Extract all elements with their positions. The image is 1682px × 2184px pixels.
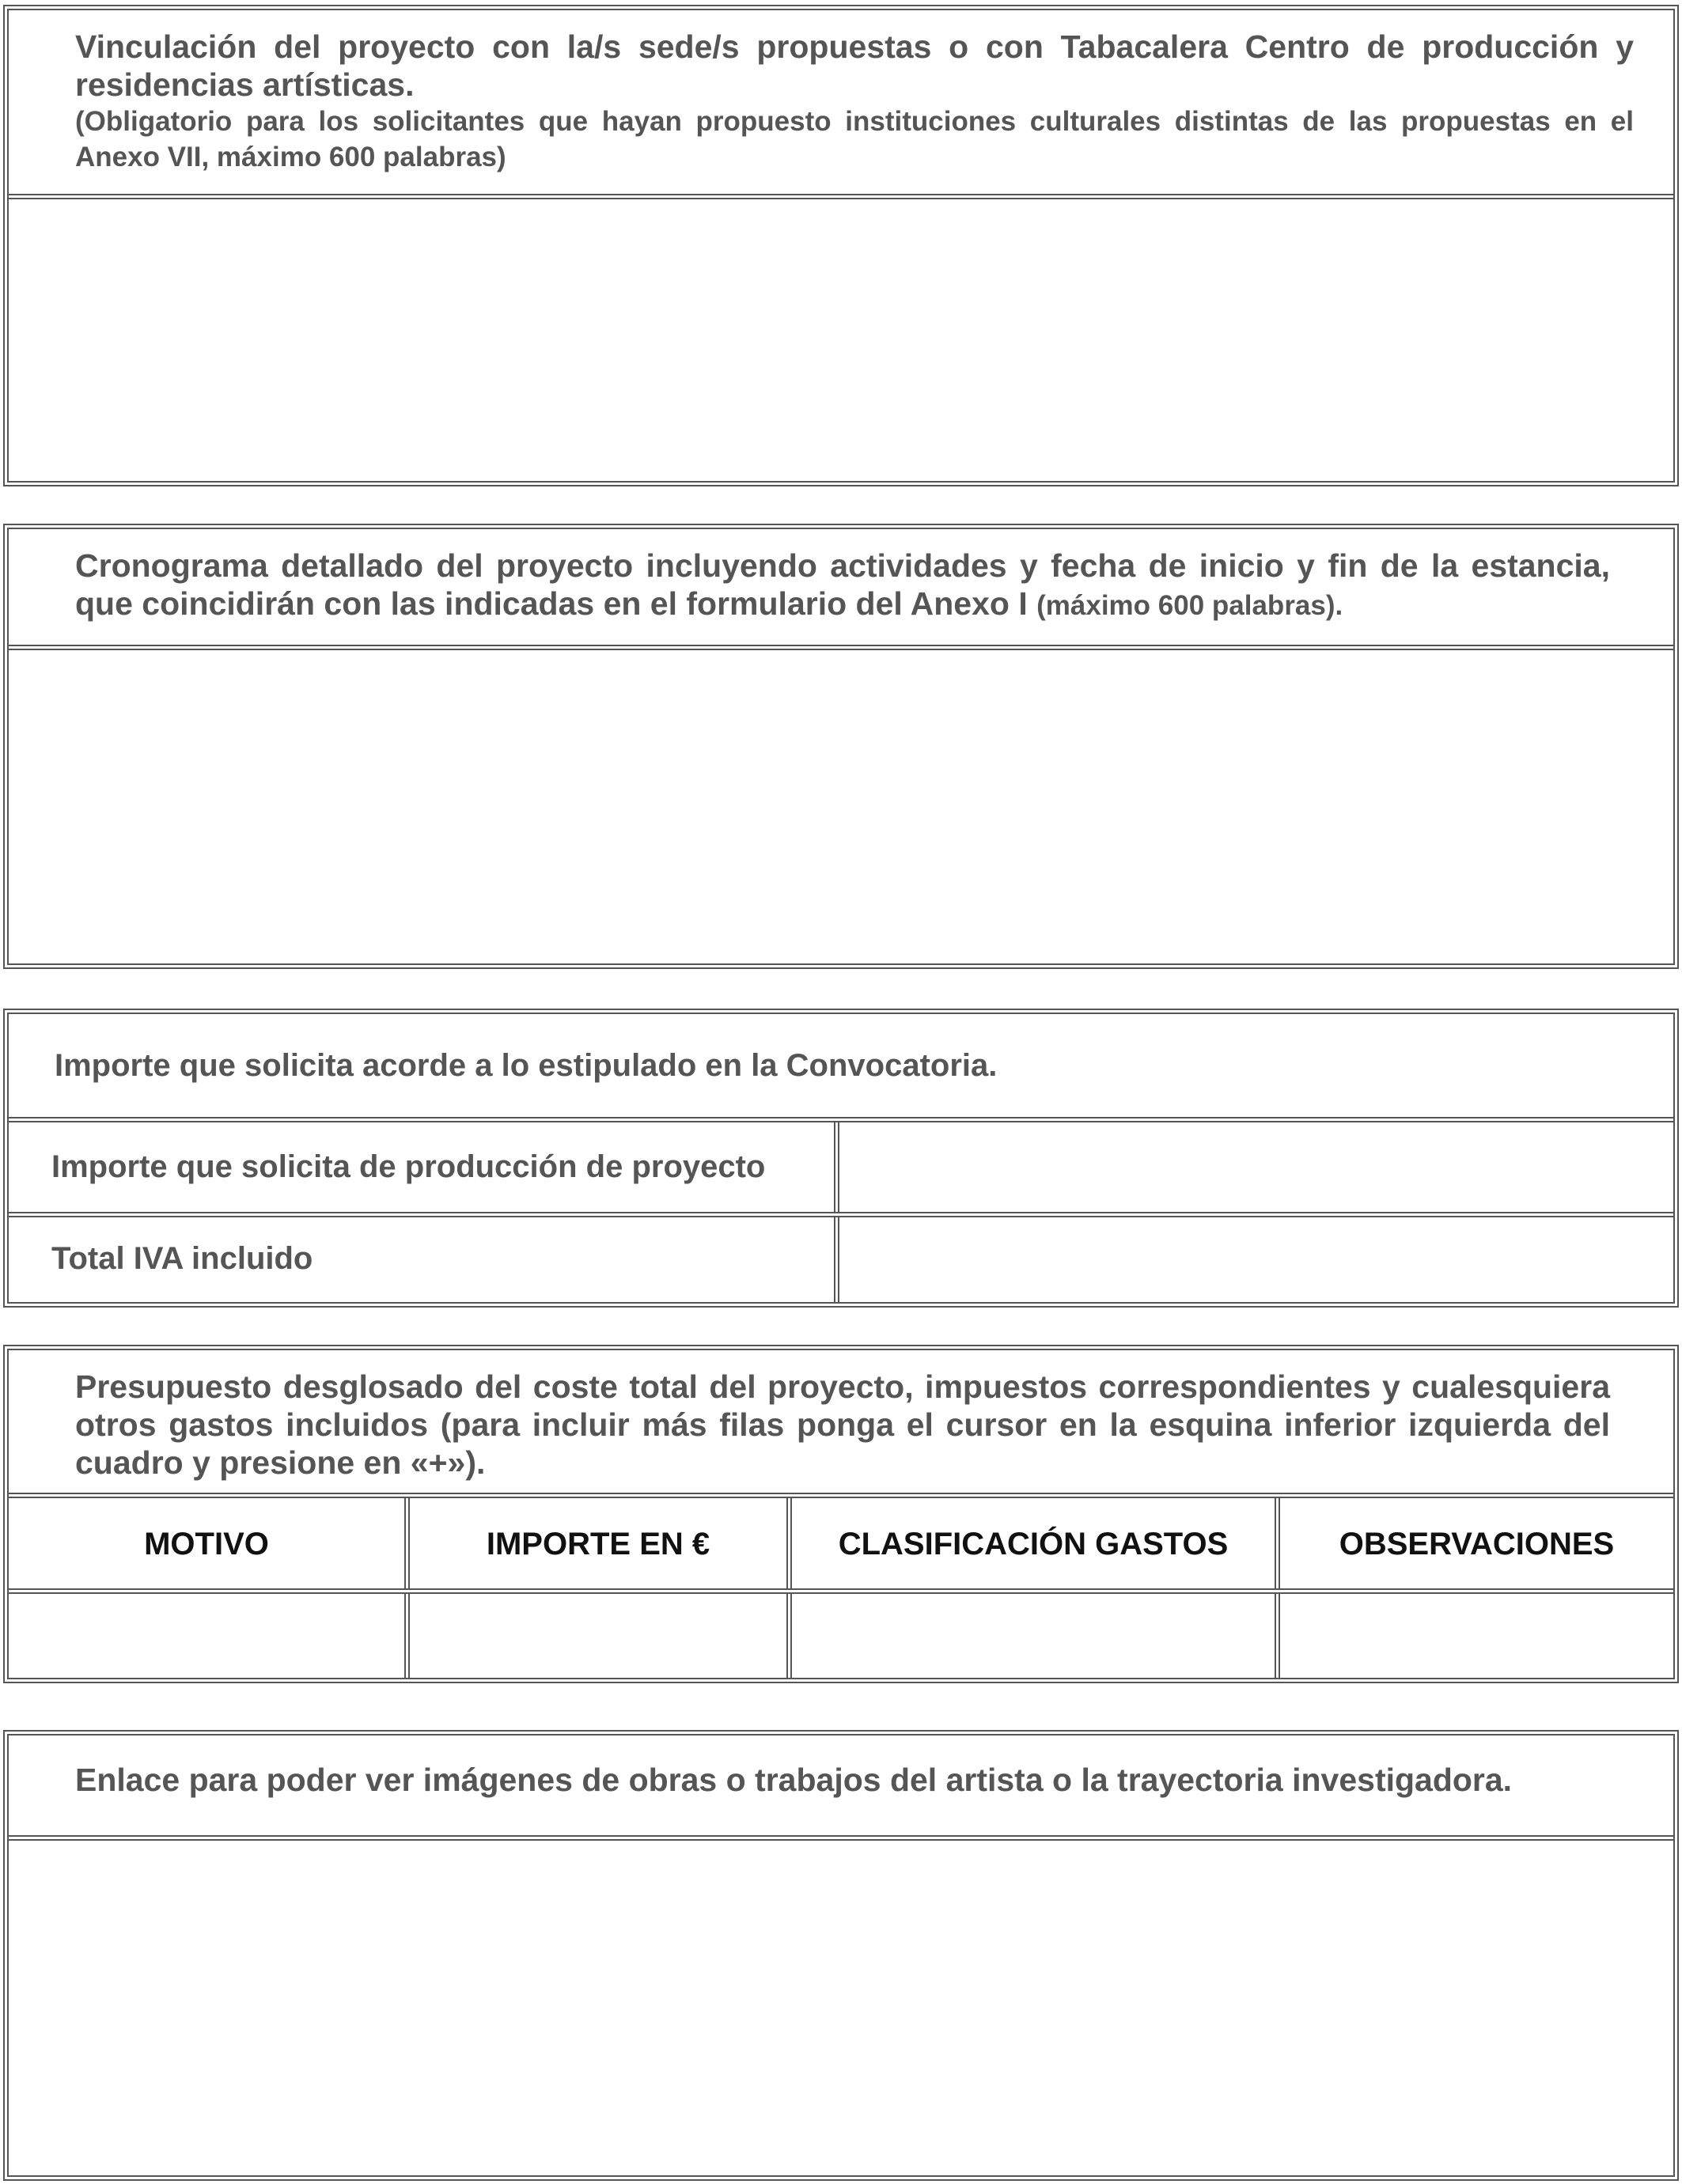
importe-section xyxy=(3,1009,1679,1308)
importe-produccion-label-cell xyxy=(9,1122,834,1212)
importe-header xyxy=(9,1014,1673,1117)
column-header-motivo-label: MOTIVO xyxy=(144,1527,269,1561)
vinculacion-section xyxy=(3,5,1679,486)
observaciones-input[interactable] xyxy=(1275,1594,1673,1678)
importe-row-produccion xyxy=(9,1117,1673,1212)
vinculacion-header xyxy=(9,10,1673,194)
column-header-importe xyxy=(404,1498,786,1588)
vinculacion-note: (Obligatorio para los solicitantes que hayan propuesto instituciones culturales distintas de las propuestas en el Anexo VII, máximo 600 palabras) xyxy=(75,106,1634,172)
vinculacion-text-field[interactable] xyxy=(9,194,1673,481)
cronograma-note: (máximo 600 palabras). xyxy=(1036,590,1343,621)
enlace-title: Enlace para poder ver imágenes de obras o trabajos del artista o la trayectoria investigadora. xyxy=(75,1762,1513,1798)
cronograma-header xyxy=(9,529,1673,645)
importe-row-total-iva xyxy=(9,1212,1673,1302)
cronograma-section xyxy=(3,524,1679,969)
presupuesto-data-row xyxy=(9,1588,1673,1678)
column-header-motivo xyxy=(9,1498,404,1588)
column-header-observaciones xyxy=(1275,1498,1673,1588)
enlace-header xyxy=(9,1735,1673,1835)
column-header-importe-label: IMPORTE EN € xyxy=(486,1527,710,1561)
column-header-observaciones-label: OBSERVACIONES xyxy=(1339,1527,1615,1561)
total-iva-label-cell xyxy=(9,1217,834,1302)
cronograma-title-text: Cronograma detallado del proyecto incluyendo actividades y fecha de inicio y fin de la estancia, que coincidirán con las indicadas en el formulario del Anexo I xyxy=(75,547,1610,622)
presupuesto-header xyxy=(9,1350,1673,1493)
motivo-input[interactable] xyxy=(9,1594,404,1678)
column-header-clasificacion-label: CLASIFICACIÓN GASTOS xyxy=(838,1527,1229,1561)
column-header-clasificacion xyxy=(786,1498,1275,1588)
presupuesto-section xyxy=(3,1345,1679,1683)
importe-produccion-input[interactable] xyxy=(834,1122,1673,1212)
importe-input[interactable] xyxy=(404,1594,786,1678)
total-iva-input[interactable] xyxy=(834,1217,1673,1302)
enlace-section xyxy=(3,1730,1679,2181)
cronograma-text-field[interactable] xyxy=(9,645,1673,963)
importe-title: Importe que solicita acorde a lo estipulado en la Convocatoria. xyxy=(55,1048,998,1083)
vinculacion-title: Vinculación del proyecto con la/s sede/s propuestas o con Tabacalera Centro de producción y residencias artísticas. xyxy=(75,28,1634,103)
presupuesto-title: Presupuesto desglosado del coste total del proyecto, impuestos correspondientes y cualesquiera otros gastos incluidos (para incluir más filas ponga el cursor en la esquina inferior izquierda del cuadro y presione en «+»). xyxy=(75,1368,1610,1481)
enlace-text-field[interactable] xyxy=(9,1835,1673,2175)
clasificacion-input[interactable] xyxy=(786,1594,1275,1678)
total-iva-label: Total IVA incluido xyxy=(51,1241,313,1276)
importe-produccion-label: Importe que solicita de producción de proyecto xyxy=(51,1149,766,1184)
cronograma-title xyxy=(75,547,1610,625)
presupuesto-column-headers xyxy=(9,1493,1673,1588)
